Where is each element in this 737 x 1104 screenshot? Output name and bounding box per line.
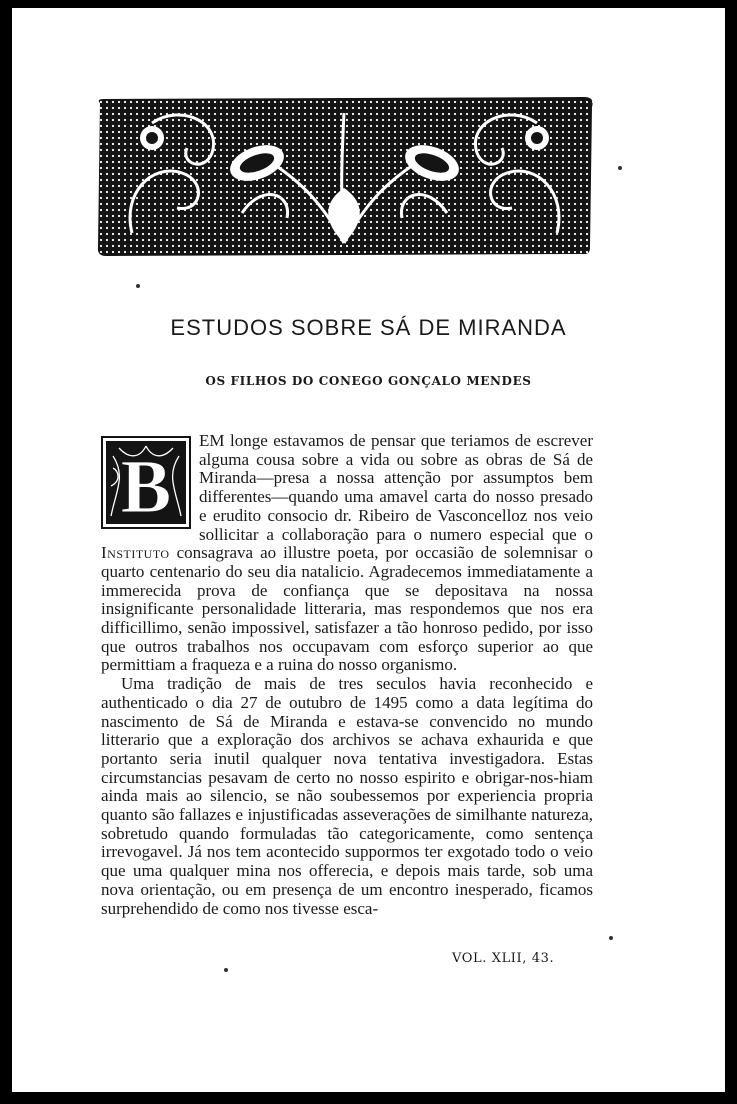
- ink-speck: [224, 968, 228, 972]
- article-body: [101, 432, 593, 918]
- article-title: ESTUDOS SOBRE SÁ DE MIRANDA: [170, 315, 567, 340]
- ink-speck: [609, 936, 613, 940]
- institute-name: Instituto: [101, 543, 170, 563]
- page: [12, 8, 725, 1092]
- ornamental-headpiece: [92, 93, 597, 258]
- ink-speck: [136, 284, 140, 288]
- ink-speck: [618, 166, 622, 170]
- volume-label: VOL. XLII,: [452, 951, 528, 966]
- paragraph-1-lead: EM longe estavamos de pensar que teriamos de escrever alguma cousa sobre a vida ou sobre as obras de Sá de Miranda—presa a nossa attenção por assumptos bem differentes—quando uma amavel carta do nosso presado e erudito consocio dr. Ribeiro de Vasconcelloz nos veio sollicitar a collaboração para o numero especial que o: [199, 431, 593, 544]
- sheet-number: 43.: [531, 951, 555, 966]
- decorated-initial: [101, 436, 191, 529]
- dropcap-letter: B: [120, 445, 172, 529]
- paragraph-2: Uma tradição de mais de tres seculos havia reconhecido e authenticado o dia 27 de outubro de 1495 como a data legítima do nascimento de Sá de Miranda e estava-se convencido no mundo litterario que a exploração dos archivos se achava exhaurida e que portanto seria inutil qualquer nova tentativa investigadora. Estas circumstancias pesavam de certo no nosso espirito e obrigar-nos-hiam ainda mais ao silencio, se não soubessemos por experiencia propria quanto são fallazes e injustificadas asseverações de similhante natureza, sobretudo quando formuladas tão categoricamente, como sentença irrevogavel. Já nos tem acontecido suppormos ter exgotado todo o veio que uma qualquer mina nos offerecia, e depois mais tarde, sob uma nova orientação, ou em presença de um encontro inesperado, ficamos surprehendido de como nos tivesse esca-: [101, 674, 593, 918]
- signature-mark: [452, 951, 554, 966]
- paragraph-1-tail: consagrava ao illustre poeta, por occasião de solemnisar o quarto centenario do seu dia natalicio. Agradecemos immediatamente a immerecida prova de confiança que se depositava na nossa insignificante personalidade litteraria, mas respondemos que nos era difficillimo, senão impossivel, satisfazer a tão honroso pedido, por isso que outros trabalhos nos occupavam com esforço superior ao que permittiam a fraqueza e a ruina do nosso organismo.: [101, 543, 593, 675]
- article-subtitle: OS FILHOS DO CONEGO GONÇALO MENDES: [205, 374, 532, 388]
